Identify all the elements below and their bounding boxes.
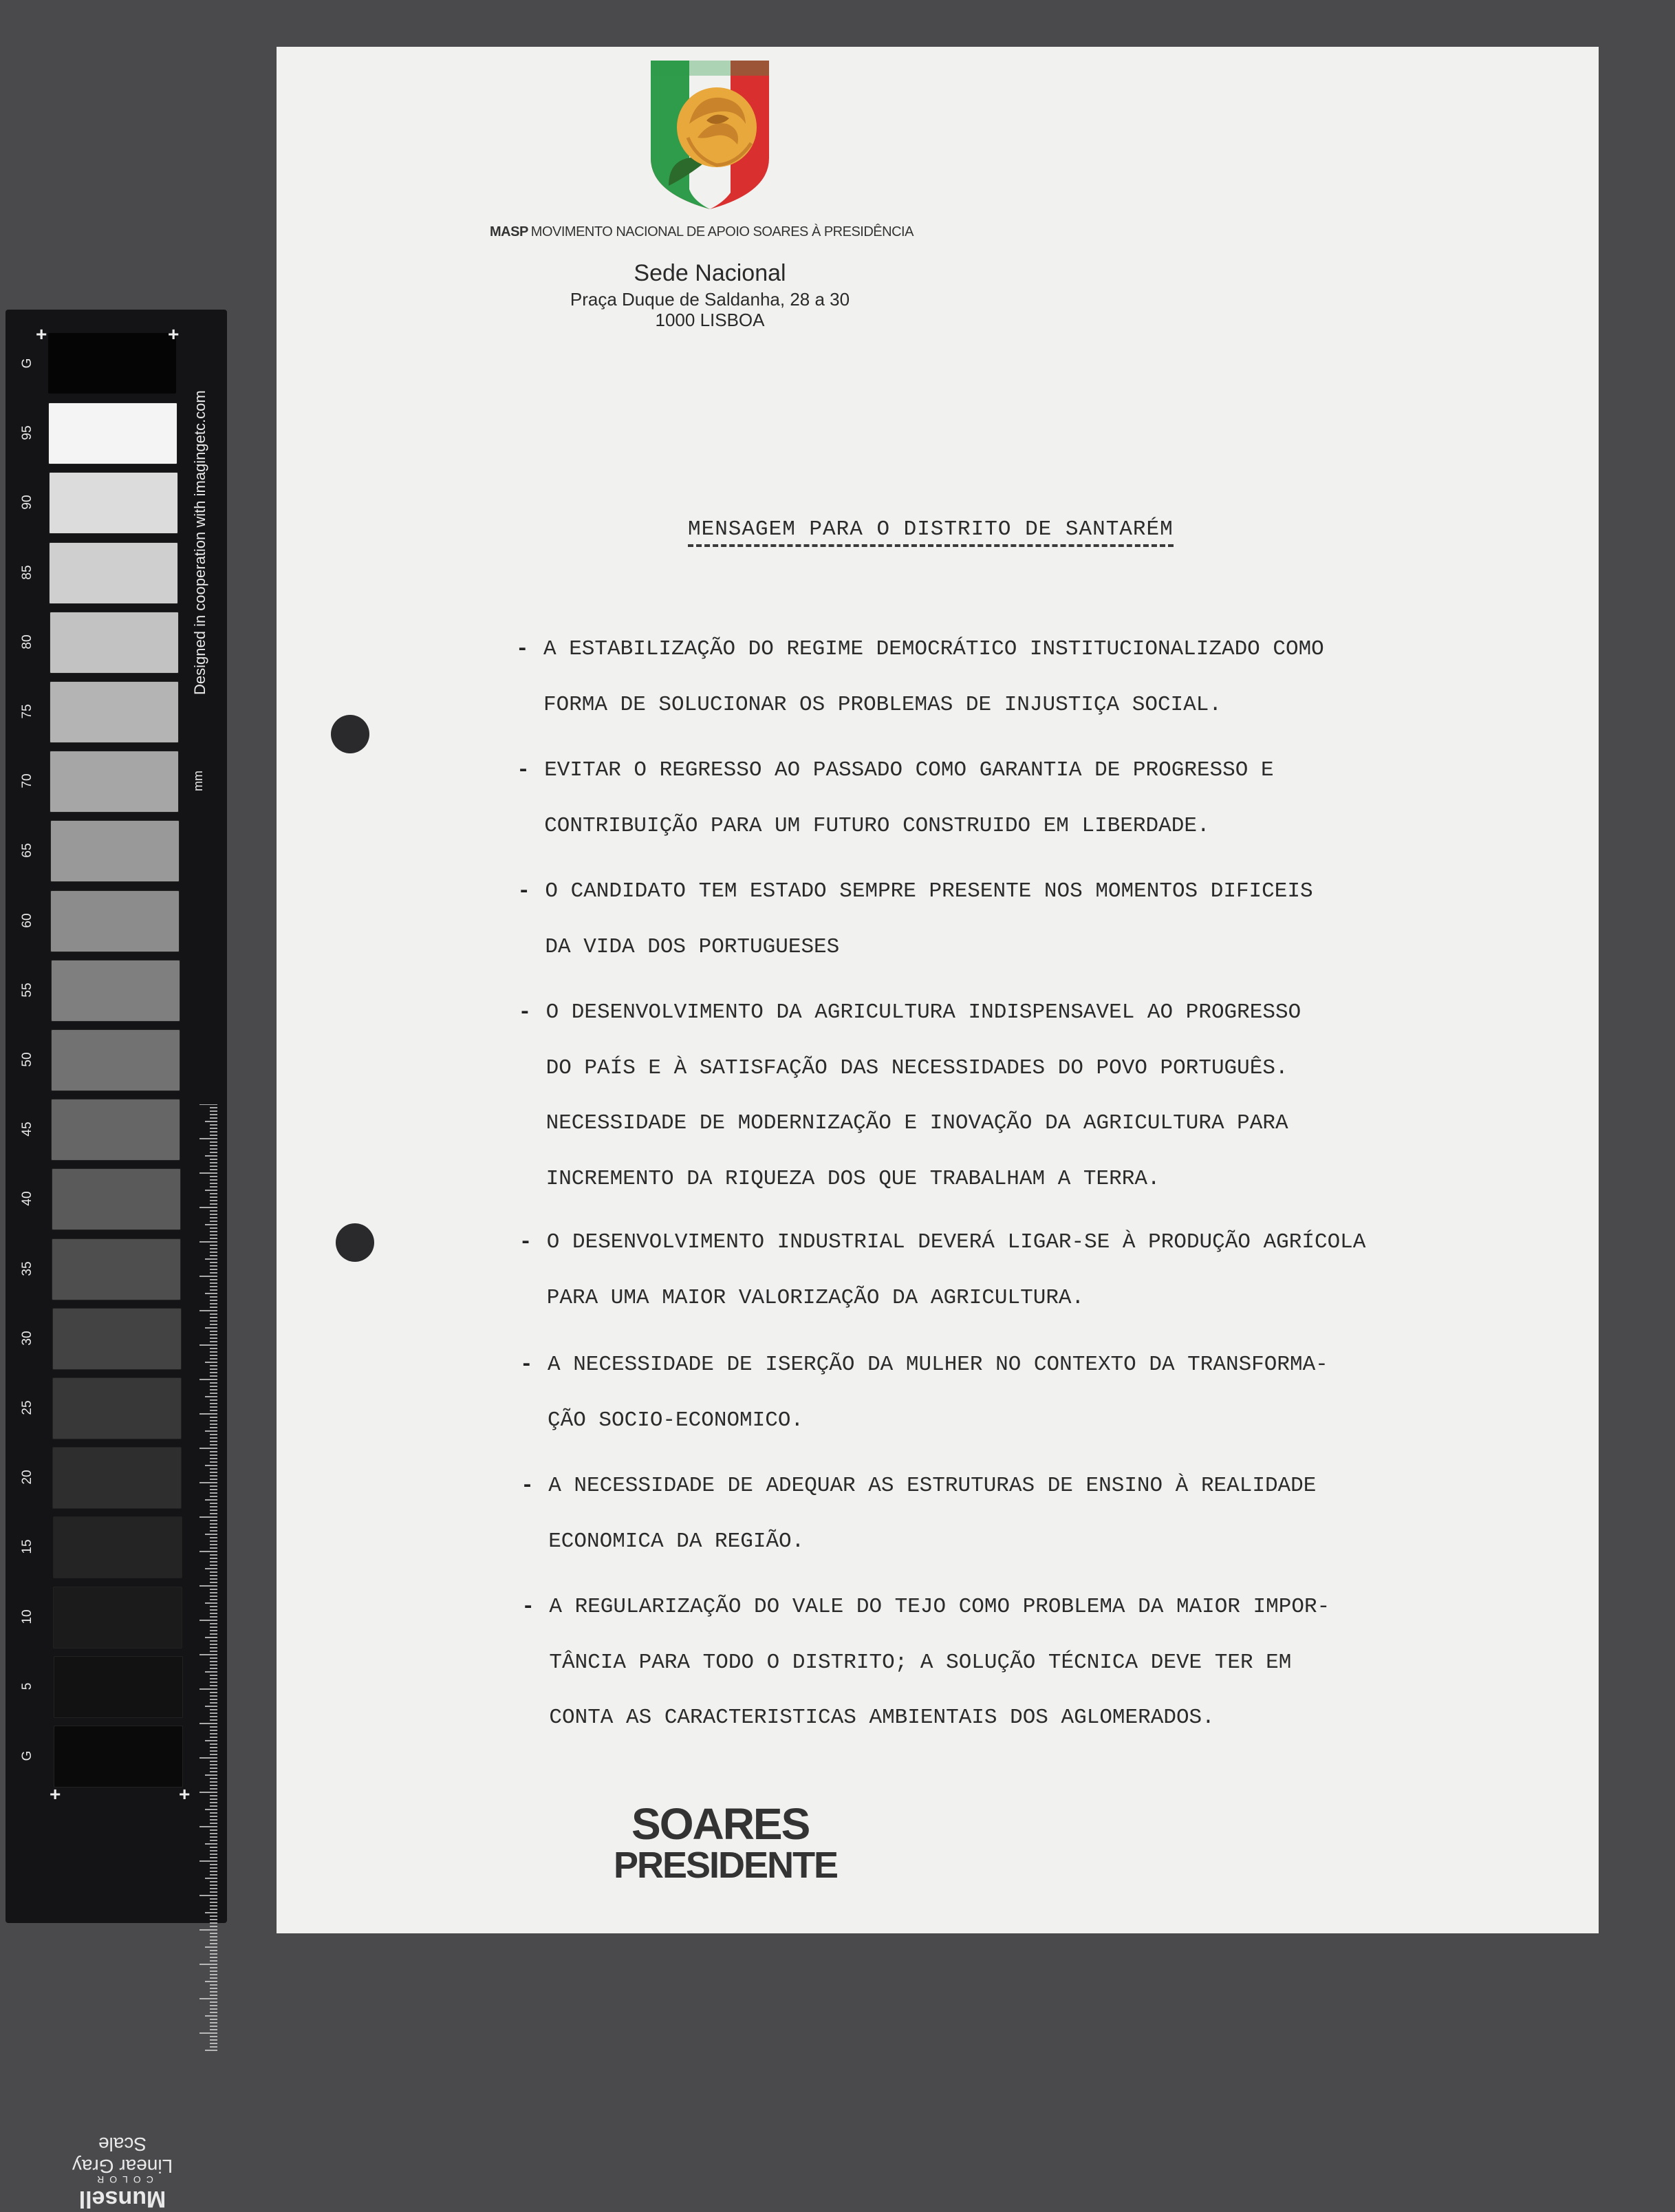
- munsell-brand: Munsell: [78, 2186, 166, 2212]
- gray-step-label: 5: [20, 1682, 34, 1690]
- registration-mark: +: [50, 1783, 61, 1805]
- item-bullet: -: [517, 879, 530, 903]
- masp-header: [490, 224, 937, 240]
- munsell-sub: COLOR: [91, 2174, 153, 2185]
- soares-brand: SOARES: [631, 1799, 810, 1849]
- item-line: CONTA AS CARACTERISTICAS AMBIENTAIS DOS AGLOMERADOS.: [549, 1706, 1215, 1730]
- item-bullet: -: [519, 1230, 532, 1254]
- gray-swatch: [54, 1656, 183, 1718]
- gray-swatch: [51, 1029, 180, 1091]
- item-line: DA VIDA DOS PORTUGUESES: [545, 934, 840, 959]
- item-line: ÇÃO SOCIO-ECONOMICO.: [548, 1408, 804, 1432]
- item-line: O DESENVOLVIMENTO INDUSTRIAL DEVERÁ LIGAR-SE À PRODUÇÃO AGRÍCOLA: [546, 1230, 1366, 1254]
- registration-mark: +: [168, 323, 180, 345]
- punch-hole: [331, 715, 369, 753]
- item-line: ECONOMICA DA REGIÃO.: [548, 1529, 805, 1554]
- gray-swatch: [53, 1587, 182, 1649]
- gray-step-label: 15: [20, 1539, 34, 1554]
- item-line: NECESSIDADE DE MODERNIZAÇÃO E INOVAÇÃO DA AGRICULTURA PARA: [545, 1111, 1288, 1135]
- item-bullet: -: [520, 1353, 533, 1377]
- item-bullet: -: [517, 758, 530, 782]
- gray-swatch: [49, 472, 178, 534]
- item-line: TÂNCIA PARA TODO O DISTRITO; A SOLUÇÃO TÉCNICA DEVE TER EM: [549, 1650, 1292, 1675]
- item-line: A NECESSIDADE DE ADEQUAR AS ESTRUTURAS DE ENSINO À REALIDADE: [548, 1474, 1317, 1498]
- item-line: A ESTABILIZAÇÃO DO REGIME DEMOCRÁTICO INSTITUCIONALIZADO COMO: [543, 637, 1324, 661]
- rose-shield-logo: [648, 55, 772, 212]
- presidente-brand: PRESIDENTE: [614, 1845, 838, 1886]
- gray-swatch: [50, 612, 179, 674]
- item-line: PARA UMA MAIOR VALORIZAÇÃO DA AGRICULTURA.: [546, 1285, 1085, 1310]
- gray-swatch: [50, 890, 180, 952]
- document-title: MENSAGEM PARA O DISTRITO DE SANTARÉM: [688, 517, 1174, 547]
- gray-step-label: 90: [20, 495, 34, 510]
- gray-step-label: 55: [20, 982, 34, 998]
- gray-swatch: [49, 542, 178, 604]
- gray-swatch: [54, 1726, 183, 1787]
- gray-step-label: 70: [20, 773, 34, 788]
- gray-swatch: [51, 1099, 180, 1161]
- gray-swatch: [50, 820, 180, 882]
- item-line: FORMA DE SOLUCIONAR OS PROBLEMAS DE INJUSTIÇA SOCIAL.: [543, 692, 1222, 717]
- gray-swatch: [52, 1168, 181, 1230]
- gray-swatch: [48, 333, 176, 394]
- gray-scale-card: [6, 310, 227, 2212]
- gray-swatch: [53, 1516, 182, 1578]
- mm-label: mm: [191, 771, 205, 791]
- gray-step-label: 10: [20, 1609, 34, 1624]
- gray-step-label: 45: [20, 1121, 34, 1137]
- gray-step-label: 85: [20, 565, 34, 580]
- item-bullet: -: [518, 1000, 532, 1024]
- gray-step-label: 60: [20, 913, 34, 928]
- gray-swatch: [52, 1238, 181, 1300]
- address-line-2: 1000 LISBOA: [655, 310, 765, 330]
- gray-swatch: [50, 751, 179, 813]
- item-line: O DESENVOLVIMENTO DA AGRICULTURA INDISPENSAVEL AO PROGRESSO: [545, 1000, 1301, 1024]
- gray-swatch: [51, 960, 180, 1022]
- gray-step-label: 40: [20, 1191, 34, 1206]
- item-line: O CANDIDATO TEM ESTADO SEMPRE PRESENTE NOS MOMENTOS DIFICEIS: [545, 879, 1313, 903]
- item-line: INCREMENTO DA RIQUEZA DOS QUE TRABALHAM A TERRA.: [545, 1166, 1160, 1191]
- masp-abbr: MASP: [490, 224, 528, 239]
- scale-title: Linear Gray Scale: [72, 2134, 173, 2177]
- gray-step-label: G: [20, 1750, 34, 1761]
- gray-step-label: 20: [20, 1470, 34, 1485]
- gray-swatch: [52, 1377, 182, 1439]
- gray-step-label: 80: [20, 634, 34, 649]
- gray-swatch: [52, 1308, 182, 1370]
- gray-swatch: [52, 1447, 182, 1509]
- address-line-1: Praça Duque de Saldanha, 28 a 30: [570, 289, 850, 310]
- gray-swatch: [50, 681, 179, 743]
- gray-step-label: 65: [20, 843, 34, 858]
- item-line: A NECESSIDADE DE ISERÇÃO DA MULHER NO CONTEXTO DA TRANSFORMA-: [548, 1353, 1328, 1377]
- item-line: EVITAR O REGRESSO AO PASSADO COMO GARANTIA DE PROGRESSO E: [544, 758, 1274, 782]
- scale-credit-text: Designed in cooperation with imagingetc.com: [191, 390, 208, 695]
- gray-step-label: 95: [20, 425, 34, 440]
- item-line: DO PAÍS E À SATISFAÇÃO DAS NECESSIDADES DO POVO PORTUGUÊS.: [545, 1055, 1288, 1080]
- munsell-logo: [47, 2164, 198, 2212]
- sede-nacional: Sede Nacional: [634, 260, 786, 286]
- document-page: [277, 47, 1599, 1933]
- registration-mark: +: [36, 323, 47, 345]
- item-line: A REGULARIZAÇÃO DO VALE DO TEJO COMO PROBLEMA DA MAIOR IMPOR-: [549, 1595, 1330, 1619]
- registration-mark: +: [179, 1783, 191, 1805]
- item-bullet: -: [521, 1474, 534, 1498]
- gray-step-label: 30: [20, 1331, 34, 1346]
- gray-step-label: 50: [20, 1052, 34, 1067]
- item-line: CONTRIBUIÇÃO PARA UM FUTURO CONSTRUIDO EM LIBERDADE.: [544, 813, 1210, 838]
- millimeter-ruler: [197, 1104, 224, 2054]
- gray-swatch: [48, 402, 177, 464]
- gray-step-label: 75: [20, 704, 34, 719]
- masp-full-name: MOVIMENTO NACIONAL DE APOIO SOARES À PRESIDÊNCIA: [530, 224, 914, 239]
- item-bullet: -: [521, 1595, 534, 1619]
- item-bullet: -: [516, 637, 529, 661]
- gray-step-label: G: [20, 358, 34, 369]
- gray-step-label: 35: [20, 1261, 34, 1276]
- gray-step-label: 25: [20, 1400, 34, 1415]
- punch-hole: [336, 1223, 374, 1262]
